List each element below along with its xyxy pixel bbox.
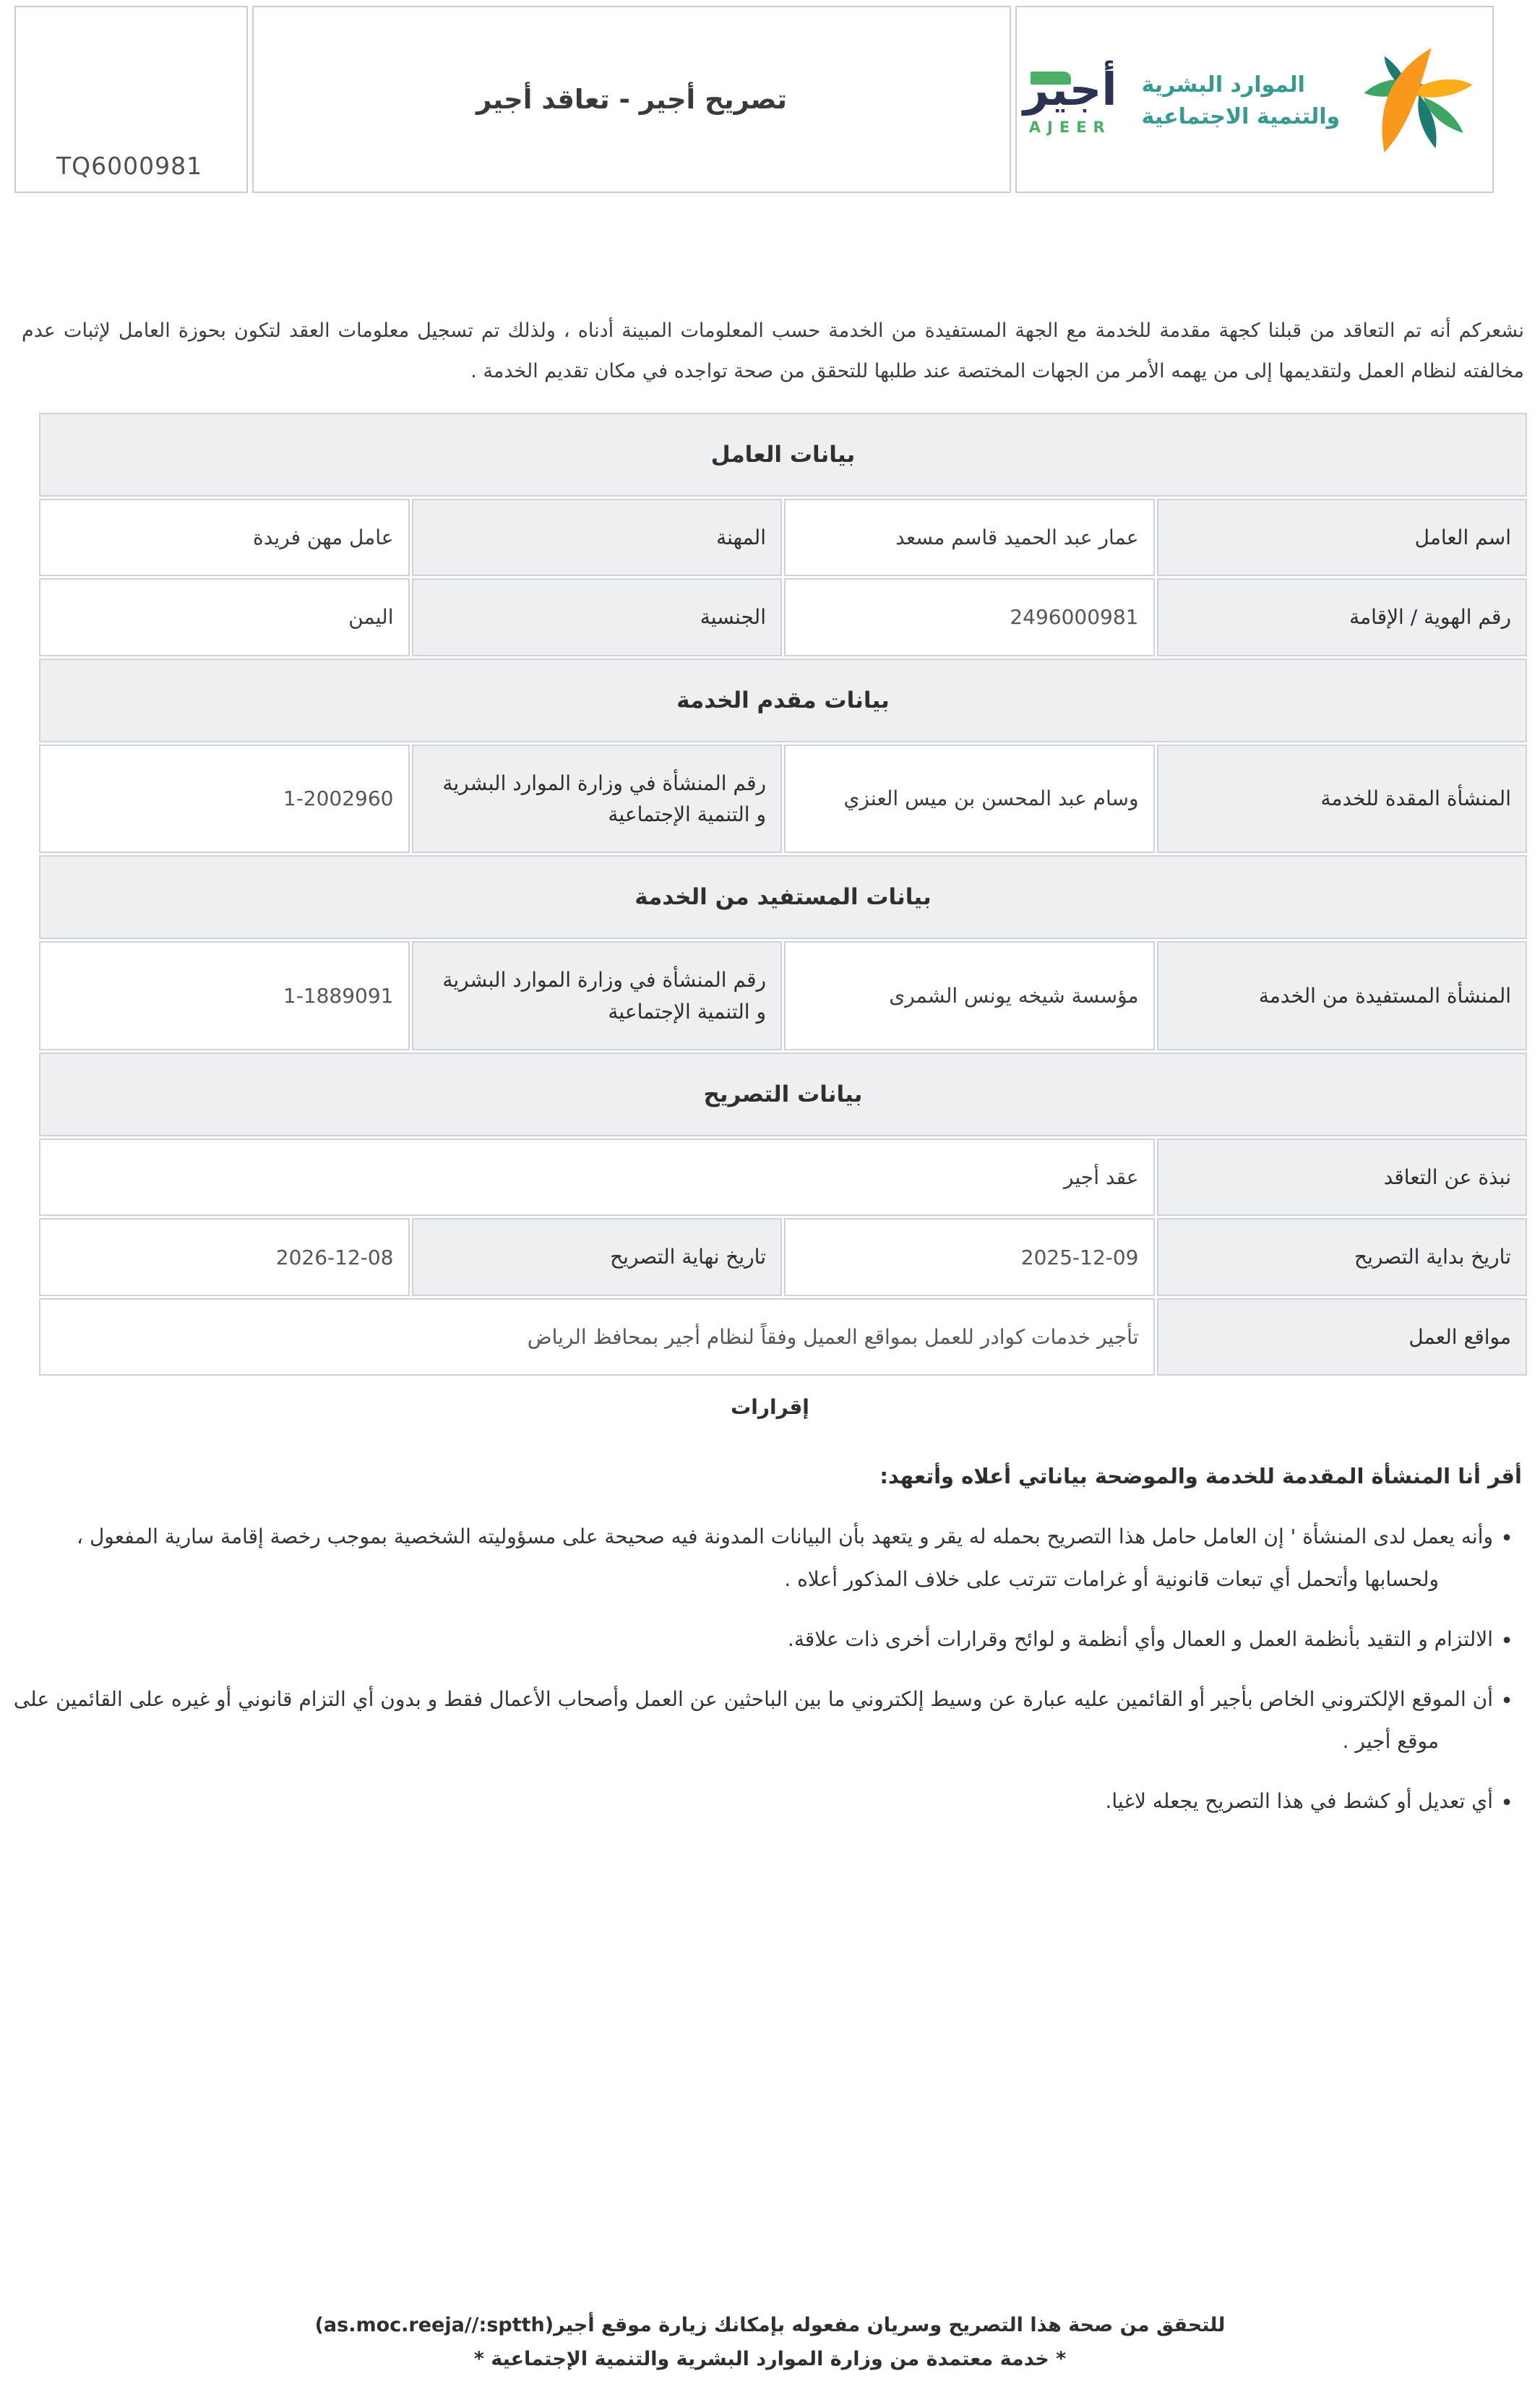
ministry-name-line1: الموارد البشرية <box>1141 72 1305 98</box>
worker-name-label: اسم العامل <box>1157 499 1528 576</box>
section-header-provider <box>39 659 1527 742</box>
section-title-provider: بيانات مقدم الخدمة <box>39 659 1527 742</box>
table-row-beneficiary <box>39 941 1527 1050</box>
ajeer-logo-arabic-text: أجير <box>1023 62 1117 116</box>
declarations-title: إقرارات <box>731 1395 809 1420</box>
permit-start-date-value: 2025-12-09 <box>784 1218 1155 1295</box>
id-number-value: 2496000981 <box>784 578 1155 656</box>
beneficiary-establishment-label: المنشأة المستفيدة من الخدمة <box>1157 941 1528 1050</box>
ajeer-logo <box>1023 62 1117 137</box>
table-row-permit-dates <box>39 1218 1527 1295</box>
table-row-worker-name <box>39 499 1527 576</box>
permit-end-date-value: 2026-12-08 <box>39 1218 410 1295</box>
permit-number: TQ6000981 <box>56 152 203 180</box>
contract-summary-value: عقد أجير <box>39 1139 1155 1216</box>
work-locations-label: مواقع العمل <box>1157 1298 1528 1376</box>
declarations-intro: أقر أنا المنشأة المقدمة للخدمة والموضحة بياناتي أعلاه وأتعهد: <box>879 1464 1522 1489</box>
table-row-worker-id <box>39 578 1527 656</box>
section-header-permit <box>39 1053 1527 1136</box>
page-title: تصريح أجير - تعاقد أجير <box>476 84 788 115</box>
ministry-name-line2: والتنمية الاجتماعية <box>1141 103 1341 129</box>
provider-establishment-value: وسام عبد المحسن بن ميس العنزي <box>784 745 1155 854</box>
id-number-label: رقم الهوية / الإقامة <box>1157 578 1528 656</box>
worker-name-value: عمار عبد الحميد قاسم مسعد <box>784 499 1155 576</box>
logos-box <box>1015 6 1494 193</box>
beneficiary-establishment-number-value: 1-1889091 <box>39 941 410 1050</box>
section-title-worker: بيانات العامل <box>39 413 1527 497</box>
ministry-logo <box>1142 40 1486 163</box>
beneficiary-establishment-number-label: رقم المنشأة في وزارة الموارد البشرية و التنمية الإجتماعية <box>412 941 783 1050</box>
nationality-value: اليمن <box>39 578 410 656</box>
provider-establishment-label: المنشأة المقدة للخدمة <box>1157 745 1528 854</box>
verification-line <box>0 2314 1540 2336</box>
verification-url: (as.moc.reeja//:sptth) <box>314 2314 554 2336</box>
declaration-item: • الالتزام و التقيد بأنظمة العمل و العمال وأي أنظمة و لوائح وقرارات أخرى ذات علاقة. <box>0 1619 1522 1661</box>
provider-establishment-number-label: رقم المنشأة في وزارة الموارد البشرية و التنمية الإجتماعية <box>412 745 783 854</box>
title-box <box>252 6 1011 193</box>
section-header-worker <box>39 413 1527 497</box>
declaration-item: • وأنه يعمل لدى المنشأة ' إن العامل حامل هذا التصريح بحمله له يقر و يتعهد بأن البيانات المدونة فيه صحيحة على مسؤوليته الشخصية بموجب رخصة إقامة سارية المفعول ، ولحسابها وأتحمل أي تبعات قانونية أو غرامات تترتب على خلاف المذكور أعلاه . <box>0 1516 1522 1601</box>
section-title-beneficiary: بيانات المستفيد من الخدمة <box>39 855 1527 939</box>
approved-service-line: * خدمة معتمدة من وزارة الموارد البشرية والتنمية الإجتماعية * <box>473 2348 1067 2370</box>
profession-label: المهنة <box>412 499 783 576</box>
permit-number-box <box>14 6 248 193</box>
contract-summary-label: نبذة عن التعاقد <box>1157 1139 1528 1216</box>
section-title-permit: بيانات التصريح <box>39 1053 1527 1136</box>
permit-table <box>37 411 1529 1379</box>
beneficiary-establishment-value: مؤسسة شيخه يونس الشمرى <box>784 941 1155 1050</box>
nationality-label: الجنسية <box>412 578 783 656</box>
table-row-provider <box>39 745 1527 854</box>
intro-paragraph: نشعركم أنه تم التعاقد من قبلنا كجهة مقدمة للخدمة مع الجهة المستفيدة من الخدمة حسب المعلومات المبينة أدناه ، ولذلك تم تسجيل معلومات العقد لتكون بحوزة العامل لإثبات عدم مخالفته لنظام العمل ولتقديمها إلى من يهمه الأمر من الجهات المختصة عند طلبها للتحقق من صحة تواجده في مكان تقديم الخدمة . <box>22 320 1524 382</box>
ministry-logo-text <box>1142 69 1340 132</box>
section-header-beneficiary <box>39 855 1527 939</box>
work-locations-value: تأجير خدمات كوادر للعمل بمواقع العميل وفقاً لنظام أجير بمحافظ الرياض <box>39 1298 1155 1376</box>
table-row-work-locations <box>39 1298 1527 1376</box>
document-footer <box>0 2314 1540 2382</box>
profession-value: عامل مهن فريدة <box>39 499 410 576</box>
document-header <box>14 6 1494 193</box>
table-row-contract-summary <box>39 1139 1527 1216</box>
verification-text: للتحقق من صحة هذا التصريح وسريان مفعوله بإمكانك زيارة موقع أجير <box>554 2314 1226 2336</box>
provider-establishment-number-value: 1-2002960 <box>39 745 410 854</box>
permit-start-date-label: تاريخ بداية التصريح <box>1157 1218 1528 1295</box>
ajeer-logo-latin-text: AJEER <box>1028 119 1111 137</box>
declaration-item: • أي تعديل أو كشط في هذا التصريح يجعله لاغيا. <box>0 1780 1522 1823</box>
declaration-item: • أن الموقع الإلكتروني الخاص بأجير أو القائمين عليه عبارة عن وسيط إلكتروني ما بين الباحثين عن العمل وأصحاب الأعمال فقط و بدون أي التزام قانوني أو غيره على القائمين على موقع أجير . <box>0 1679 1522 1764</box>
ministry-emblem-icon <box>1348 40 1486 163</box>
permit-end-date-label: تاريخ نهاية التصريح <box>412 1218 783 1295</box>
declarations-list <box>0 1516 1522 1823</box>
